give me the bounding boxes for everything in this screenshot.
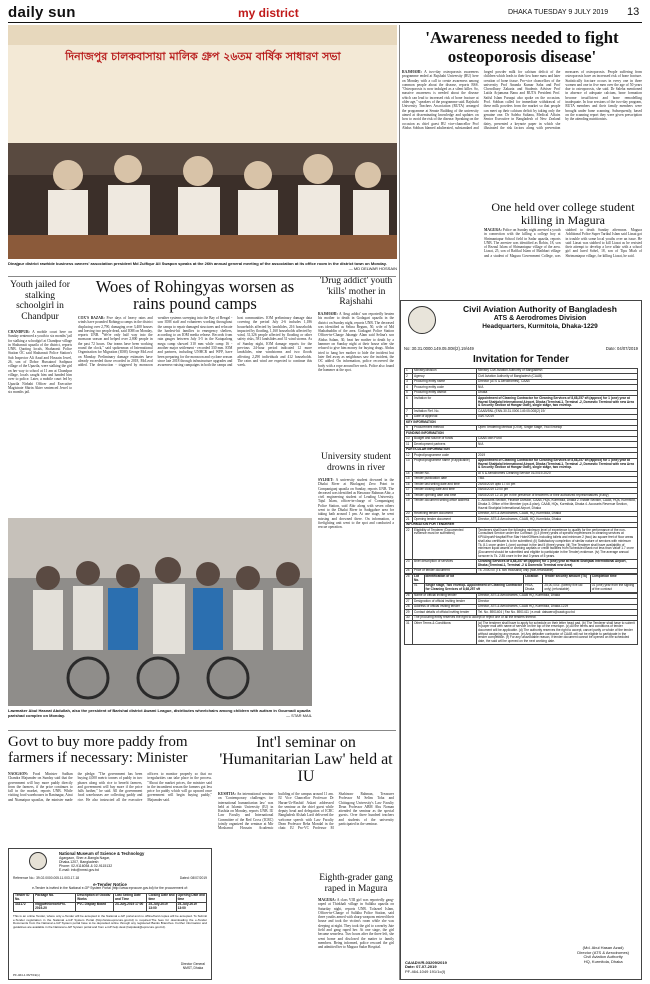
nmst-ref: Reference No.: 39.02.0000.005.11.003.17-18 <box>13 876 80 880</box>
university-drowns-text: A university student drowned in the Dhalai River at Bholaganj Zero Point in Companiganj upazila on Sunday, reports UNB. The deceased was identified as Hassnoor Rahman Abir, a civil engineering student of Leading University. Tajul Islam, officer-in-charge of Companiganj Police Station, said Abir along with seven others went to the Dhalai River in Sadqgahoe area for taking bath around 1 pm. At one stage, he went missing and drowned there. On information, a firefighting unit went to the spot and conducted a rescue operation. <box>318 478 394 530</box>
magura-killing-headline: One held over college student killing in Magura <box>491 200 635 227</box>
caab-row-label: Receiving tender document <box>413 511 477 516</box>
caab-dept: ATS & Aerodromes Division <box>493 315 587 322</box>
caab-row-value: CAAB/BNL (ENN.30.31.0000.149.05.008(2) 19/ <box>477 409 638 414</box>
caab-row-label: Name of official inviting tender <box>413 593 477 598</box>
nmst-pf: PF-464-1 06/7/19(v) <box>13 973 40 977</box>
gang-rape-headline: Eighth-grader gang raped in Magura <box>319 873 393 894</box>
nmst-org: National Museum of Science & Technology <box>59 851 145 856</box>
caab-org: Civil Aviation Authority of Bangladesh <box>463 304 617 314</box>
caab-row-value: ATS & Aerodromes Cleaning Service 01/2019-2020 <box>477 471 638 476</box>
caab-row-value: Tk. 2000.00 (Tk. two thousand) only (non-refundable) <box>477 568 638 573</box>
caab-row-no: 10 <box>405 436 413 441</box>
caab-lot-header: Completion time <box>590 574 637 583</box>
caab-row-no: 11 <box>405 442 413 447</box>
caab-row <box>405 559 638 568</box>
caab-row-no: 27 <box>405 599 413 604</box>
caab-row-value: (a) The tenderer shall have to apply for schedule on their letter head pad. (b) The Tenderer shall have to submit in paper mail with name of service on the top of the envelope. (c) All the terms and conditions of tender document will be applicable. (d) The authority reserves the right to accept, cancel partly or whole of the tender without assigning any reason. (e) Any defaulter contractor of CAAB will not be eligible to participate in the tender competition. (f) For any unavoidable reason, if tender document cannot be opened on the scheduled date, the said will be opened on the next working date. <box>477 621 638 645</box>
caab-row-label: Budget and source of funds <box>413 436 477 441</box>
magura-killing-text: Police on Sunday night arrested a youth in connection with the killing a college boy at Shrimantapur School field in Sadar upazila, reports UNB. The arrestee was identified as Robin, 18, son of Rezaul Islam of Shimantapur village of the area. Liasat, 25, son of Rafikul Islam of Mathbari village and a student of Magura Government College, was stabbed to death Sunday afternoon. Magura Additional Police Super Tarikul Islam said Liasat got in trouble with some local youths over an issue. He said Liasat was stabbed to kill Liasat as he resisted their attempt to develop a love affair with a school girl and lured Sohel, 18, son of Tipu Miah of Shrimantapur village, for killing Liasat, he said. <box>484 228 642 258</box>
caab-row-label: Date of approval <box>413 414 477 419</box>
wheelchair-caption-credit: — STAR MAIL <box>286 712 312 718</box>
caab-row-value: 03/07/2019 <box>477 414 638 419</box>
chandpur-dateline: CHANDPUR: <box>8 330 30 334</box>
osteoporosis-headline: 'Awareness needed to fight osteoporosis disease' <box>425 28 619 66</box>
caab-row-value: Appointment of Cleaning Contractor for Cleaning Services of 8,68,257 sft (approx) for 1 (one) year at Hazrat Shahjalal International Airport, Dhaka (Terminal-1, Terminal -2, Domestic Terminal with new Area & Security Section at Hangar Gate), single stage, two envelop. <box>477 458 638 471</box>
caab-row-value: Director (ATS & Aerodromes), CAAB <box>477 379 638 384</box>
nmst-table-header: Last Selling Date and Time <box>114 893 147 902</box>
caab-row-label: Project/programme name (if applicable) <box>413 458 477 471</box>
caab-tender-table <box>404 368 638 574</box>
caab-row-no: 15 <box>405 477 413 482</box>
caab-row-value: Ministry Civil Aviation Authority of Bangladesh <box>477 369 638 374</box>
page-number: 13 <box>627 6 640 18</box>
osteoporosis-body <box>402 70 642 198</box>
drug-addict-dateline: RAJSHAHI: <box>318 312 338 316</box>
caab-footer2: Date: 07-07-2019 <box>405 964 437 970</box>
caab-hq: Headquarters, Kurmitola, Dhaka-1229 <box>482 323 598 330</box>
caab-row-label: Invitation Ref. No. <box>413 409 477 414</box>
caab-row-no: 17 <box>405 488 413 493</box>
caab-row-no: 2 <box>405 374 413 379</box>
drug-addict-headline: 'Drug addict' youth 'kills' mother in Rajshahi <box>319 276 393 307</box>
nmst-tender-table <box>13 893 207 912</box>
caab-row-no: 4 <box>405 385 413 390</box>
nmst-addr3: Phone: 02-9116054 & 02-9115132 <box>59 864 113 868</box>
nmst-addr1: Agargaon, Sher-e-Bangla Nagar, <box>59 856 110 860</box>
caab-row-label: Project/programme code <box>413 453 477 458</box>
section-name: my district <box>238 6 299 20</box>
caab-row-no: 23 <box>405 559 413 568</box>
caab-lot-cell: 01 <box>413 584 425 593</box>
header-city: DHAKA <box>508 9 533 16</box>
caab-tender-notice <box>400 300 642 980</box>
column-rule <box>399 25 400 980</box>
seminar-body <box>218 792 394 872</box>
masthead <box>8 3 642 21</box>
caab-row-label: Opening tender document <box>413 517 477 522</box>
university-drowns-body <box>318 478 394 570</box>
caab-row-no: 31 <box>405 621 413 645</box>
nmst-date: Dated: 08/07/2019 <box>179 876 207 880</box>
caab-row-value: 1. Accounts Section, Finance Division, CAAB, HQs, Kurmitola, Dhaka 2. Estate Section, CAAB, HQs, Kurmitola, Dhaka 3. Office of the Member (ops & plan), CAAB, HQs, Kurmitola, Dhaka 4. Accounts Revenue Section, Hazrat Shahjalal International Airport, Dhaka <box>478 498 636 510</box>
wheelchair-photo-caption <box>8 709 312 718</box>
nmst-tender-notice <box>8 848 212 980</box>
caab-row-value: Director, ATS & Aerodromes, CAAB, HQ, Kurmitola, Dhaka <box>477 511 638 516</box>
caab-lot-table <box>404 574 638 593</box>
nmst-sign: Director General <box>180 962 205 966</box>
caab-row-value: Director, ATS & Aerodromes, CAAB HQ, Kurmitola, Dhaka <box>477 593 638 598</box>
osteoporosis-dateline: RAJSHAHI: <box>402 70 422 74</box>
caab-row-value: 24/08/2019 upto 17.00 pm <box>477 482 638 487</box>
caab-row <box>405 396 638 409</box>
agm-caption-text: Dinajpur district rawhide business owners' association president Md Zulfiqur Ali Swapon speaks at the 26th annual general meeting of the association at its office room in the district town on Monday. <box>8 261 387 266</box>
caab-row-no: 30 <box>405 615 413 620</box>
rohingya-text: Five days of heavy rains and winds have pounded Rohingya camps in the district displacing over 2,790, damaging over 3,400 houses and leaving two people dead, said IOM on Monday, reports UNB. "We're only half way into the monsoon season and helped over 2,800 people in the past 72 hours. Our teams have been working round the clock," said spokesman of International Organisation for Migration (IOM) George McLeod on Monday. Preliminary damage estimates have already exceeded those recorded in 2018, McLeod added. The destruction - triggered by monsoon weather systems sweeping into the Bay of Bengal - saw IOM staff and volunteers working throughout the camps to repair damaged structures and relocate the hardest-hit families to emergency shelters, according to an IOM media release. Records from rain gauges between July 3-5 in the Kutupalong mega camp showed 310 mm while camp 16 - another major settlement - recorded 330 mm. IOM and partners, including UNHCR and WFP, have been preparing for the monsoon and cyclone season since late 2018 through infrastructure upgrades and awareness-raising campaigns in both the camps and host communities. IOM preliminary damage data covering the period July 2-6 includes 1,186 households affected by landslides, 216 households impacted by flooding, 1,160 households affected by wind, 31,326 people affected by flooding or other safety risks, 581 landslides and 31 wind storms. As of Sunday night, IOM damage reports for the previous 24-hour period indicated 12 more landslides, nine windstorms and two floods affecting 2,290 individuals and 412 households. The rains and wind are expected to continue this week. <box>78 316 312 368</box>
caab-row-label: The procuring entity reserves the right to accept or reject one or all the tenders thereof. <box>413 615 638 620</box>
caab-row-no: 24 <box>405 568 413 573</box>
caab-row-value: Civil Aviation Authority of Bangladesh (CAAB) <box>477 374 638 379</box>
caab-row-label: Tender closing date and time <box>413 488 477 493</box>
masthead-title: daily sun <box>8 4 76 21</box>
caab-section-label: FUNDING INFORMATION <box>405 431 638 436</box>
caab-row-label: Contact details of official inviting tender <box>413 610 477 615</box>
caab-lot-cell: HSIA, Dhaka <box>524 584 543 593</box>
caab-sign-name: (Md. Abul Hasan Azad) <box>582 944 624 950</box>
caab-row-value: Dhaka <box>477 390 638 395</box>
caab-row-no: 3 <box>405 379 413 384</box>
caab-row-label: Other Terms & Conditions: <box>413 621 477 645</box>
caab-row-value: CAAB own Fund <box>477 436 638 441</box>
agm-banner-text: দিনাজপুর চালকবাসায়া মালিক গ্রুপ ২৬তম বার্ষিক সাধারণ সভা <box>65 50 341 63</box>
caab-row-value: Appointment of Cleaning Contractor for Cleaning Services of 8,68,257 sft (approx) for 1 (one) year at Hazrat Shahjalal International Airport, Dhaka (Terminal-1, Terminal -2, Domestic Terminal with new Area & Security Section at Hangar Gate), single stage, two envelop. <box>477 396 638 409</box>
caab-row-label: Tender publication date <box>413 477 477 482</box>
caab-row-value: 05/08/2019 12:15 pm in the presence of tenderers or their authorized representatives (if any) <box>477 493 638 498</box>
caab-row-label: Tender opening date and time <box>413 493 477 498</box>
magura-killing-body <box>484 228 642 294</box>
header-date: TUESDAY 9 JULY 2019 <box>534 9 609 16</box>
gang-rape-dateline: MAGURA: <box>318 898 336 902</box>
caab-row-label: Tender No. <box>413 471 477 476</box>
caab-row-no: 28 <box>405 604 413 609</box>
agm-photo-caption <box>8 262 397 271</box>
caab-sign-title1: Director (ATS & Aerodromes) <box>577 949 629 955</box>
caab-row-label: Ministry/division <box>413 369 477 374</box>
magura-killing-dateline: MAGURA: <box>484 228 502 232</box>
nmst-table-header: Closing Date and time <box>148 893 175 901</box>
caab-row-label: Tender last selling date and time <box>413 482 477 487</box>
header-rule <box>8 22 642 23</box>
caab-row-no: 6 <box>405 396 413 409</box>
caab-row-label: Address of official inviting tender <box>413 604 477 609</box>
caab-row-value: N/A <box>477 442 638 447</box>
paddy-dateline: NAOGAON: <box>8 772 28 776</box>
caab-row-no: 8 <box>405 414 413 419</box>
caab-row-no: 1 <box>405 369 413 374</box>
nmst-note: This is an online Tender, where only e-Tender will be accepted in the National e-GP portal and no offline/hard copies will be accepted. To Submit e-Tender registration in the National e-GP System Portal (http://www.eprocure.gov.bd) is required.The fees for downloading the e-Tender Documents from the National e-GP System portal have to be deposited online through any registered Banks Branches. Further information and guidelines are available in the National e-GP System portal and from e-GP help desk (helpdesk@eprocure.gov.bd). <box>13 914 207 929</box>
caab-row <box>405 498 638 511</box>
nmst-table-cell: 343172 <box>14 903 34 912</box>
caab-lot-header: Identification of lot <box>424 574 524 583</box>
caab-title: Invitation for Tender <box>473 354 569 365</box>
caab-row-no: 7 <box>405 409 413 414</box>
caab-row-value: N/A <box>477 385 638 390</box>
nmst-table-header: Tender ID No. <box>14 893 34 902</box>
seminar-text: An international seminar on 'Contemporary challenges for international humanitarian law' was held at Islamic University (IU) in Kushtia on Monday, reports UNB. IU Law Faculty and International Committee of the Red Cross (ICRC) jointly organized the seminar at Mir Mosharraf Hossain Academic building of the campus around 11 am. IU Vice Chancellor Professor Dr Harun-Ur-Rashid Askari addressed the seminar as the chief guest while deputy head and delegation of ICRC Bangladesh Alshah Larif delivered the welcome speech with Law Faculty Dean Professor Reba Mondal in the chair. IU Pro-VC Professor M Shahinoor Rahman, Treasurer Professor M Selim Toha and Chittagong University's Law Faculty Dean Professor ABM Abu Noman attended the seminar as the special guests. Over three hundred teachers and students of the university participated in the seminar. <box>218 792 394 831</box>
nmst-sign2: NMST, Dhaka <box>182 966 204 970</box>
caab-row <box>405 458 638 471</box>
nmst-logo <box>29 852 47 870</box>
chandpur-body <box>8 330 72 515</box>
caab-tender-table-2 <box>404 593 638 645</box>
agm-photo <box>8 25 397 259</box>
caab-section-label: INFORMATION FOR TENDERER <box>405 522 638 527</box>
nmst-table-header: Package No. <box>34 893 76 902</box>
wheelchair-photo-image <box>8 518 312 706</box>
caab-row-no: 20 <box>405 511 413 516</box>
caab-row-value: Open Tendering Method (OTM), Single Stage, Two Envelop <box>477 425 638 430</box>
chandpur-text: A mobile court here on Sunday sentenced a youth to six months' jail for stalking a schoolgirl at Chandpur village in Shaharasti upazila of the district, reports UNB. Quoting locals, Shaharasti Police Station OC said Shaharasti Police Station's Sub Inspector Ali Azad and Hossain Jewel, 26, son of Dobor Hussainof Sadipura village of the Upazila, were stalking the girl on her way to school at 11 am at Chandpur village, locals caught him and handed him over to police. Later, a mobile court led by Upazila Nirbahi Officer and Executive Magistrate Shirin Akter sentenced Jewel to six months jail. <box>8 330 72 395</box>
seminar-headline: Int'l seminar on 'Humanitarian Law' held at IU <box>219 734 393 785</box>
agm-caption-credit: — MD DELWAR HOSSAIN <box>348 265 397 271</box>
seminar-dateline: KUSHTIA: <box>218 792 236 796</box>
caab-ref-no: No: 30.31.0000.149.05.008(2).19/449 <box>404 346 474 351</box>
nmst-table-cell: 25-July-2019 13:00 <box>176 903 206 912</box>
caab-row-value: 05/08/2019 12:00 pm <box>477 488 638 493</box>
caab-row-no: 25 <box>405 574 413 592</box>
section-rule-1 <box>8 276 396 277</box>
caab-row-label: Procuring entity name <box>413 379 477 384</box>
university-drowns-headline: University student drowns in river <box>321 452 391 473</box>
caab-row-label: Price of tender document <box>413 568 477 573</box>
caab-row-no: 26 <box>405 593 413 598</box>
nmst-addr2: Dhaka-1207, Bangladesh <box>59 860 99 864</box>
caab-row-no: 14 <box>405 471 413 476</box>
drug-addict-text: A 'drug addict' son reportedly beaten his mother to death in Godagari upazila in the district on Sunday night, reports UNB. The deceased was identified as Selina Begum, 50, wife of Md Shahabuddin of the area. Godagari Police Station Officer-in-Charge Jahangir Alam said Selina's son Abdus Salam, 30, beat her mother to death by a hammer on Sunday night at their house after she refused to give him money for buying drugs. Abdus tried to hang her mother to hide the incident but later fled away as neighbours saw the incident, the OC added. On information, police recovered the body with a rope around her neck. Police also found the hammer at the spot. <box>318 312 394 372</box>
paddy-body <box>8 772 212 844</box>
caab-row-value: 2019 <box>477 453 638 458</box>
caab-row-value: Director, ATS & Aerodromes, CAAB HQ, Kurmitola, Dhaka-1229 <box>477 604 638 609</box>
caab-row-label: Invitation for <box>413 396 477 409</box>
caab-lot-cell: 25,00,000/- (twenty five lac only) (refundable) <box>543 584 590 593</box>
rohingya-headline: Woes of Rohingyas worsen as rains pound camps <box>95 277 295 313</box>
caab-row-no: 29 <box>405 610 413 615</box>
caab-footer1: CA/ADV/R-03209/2019 <box>405 959 447 965</box>
caab-row-no: 21 <box>405 517 413 522</box>
caab-ref-date: Date: 04/07/2019 <box>605 346 638 351</box>
caab-row-label: Agency <box>413 374 477 379</box>
wheelchair-photo <box>8 518 312 706</box>
caab-row-no: 5 <box>405 390 413 395</box>
caab-lot-cell: Single stage, Two envelop- Appointment of Cleaning Contractor for Cleaning Services of 8,68,257 sft <box>425 583 523 592</box>
university-drowns-dateline: SYLHET: <box>318 478 334 482</box>
caab-row-label: Brief description of services <box>413 559 477 568</box>
caab-section-label: KEY INFORMATION <box>405 420 638 425</box>
caab-row-label: Designation of official inviting tender <box>413 599 477 604</box>
caab-row-value: Tenderers shall have the following minimum level of experience to qualify for the performance of the non- Consultant Service under the Contract: (i) 3 (three) years of specific experiences in cleaning services at KPI/Airport/Hospital/Five Star Hotel/Offices including toilets and minimum 2 (two) lac square feet of floor areas shall also certificate is to be submitted; (ii) Satisfactory completion of similar nature of services with minimum Tk. 8.1 crore under 1 (one) contract in the last 5 (three) years; (iii) The Tenderer shall have availability of minimum liquid assets or working capitals or credit facilities from Scheduled Bank not less than Value 1.7 crore (Document should be submitted and eligible to participate in the Tender) evidence. (iv) The average annual turnover is Tk. 2.85 crore in the last 3 years of 5 years. <box>477 528 638 559</box>
caab-row-label: Procurement method <box>413 425 477 430</box>
caab-row-value: Director, ATS & Aerodromes, CAAB, HQ, Kurmitola, Dhaka <box>477 517 638 522</box>
section-rule-2 <box>8 730 396 731</box>
drug-addict-body <box>318 312 394 450</box>
caab-row-no: 19 <box>405 498 413 511</box>
paddy-headline: Govt to buy more paddy from farmers if necessary: Minister <box>8 734 188 766</box>
caab-row-value: Tel. No. 8901404 | Fax No. 8901411 | e-mail: datsaero@caab.gov.bd <box>477 610 638 615</box>
nmst-table-cell: PVC Display Board <box>76 903 114 912</box>
caab-lot-header: Tender security amount (Tk) <box>543 574 590 583</box>
wheelchair-caption-text: Lawmaker Abul Hasnat Abdullah, also the president of Barishal district Awami League, distributes wheelchairs among children with autism in Gournadi upazila parishad complex on Monday. <box>8 708 311 718</box>
caab-sign-title3: HQ, Kurmitola, Dhaka <box>583 959 623 965</box>
caab-row <box>405 528 638 559</box>
caab-lot-header: Lot No. <box>413 574 425 583</box>
rohingya-dateline: COX'S BAZAR: <box>78 316 105 320</box>
gang-rape-body <box>318 898 394 980</box>
rohingya-body <box>78 316 312 512</box>
caab-row <box>405 621 638 645</box>
caab-row-label: Tender document selling office address <box>413 498 477 511</box>
caab-row-no: 12 <box>405 453 413 458</box>
gang-rape-text: A class VIII girl was reportedly gang-raped at Thirkhali village in Salikha upazila on Saturday night, reports UNB. Tofazzel Islam, Officer-in-Charge of Salikha Police Station, said three youths armed with sharp weapons entered their house and took the victim's room while she was sleeping at night. They took the girl to a nearby Jute field and gang raped her. At one stage, the girl became senseless. Two hours after the three left, she went home and disclosed the matter to family members. Being informed, police rescued the girl and admitted her to Magura Sadar Hospital. <box>318 898 394 950</box>
caab-row-no: 22 <box>405 528 413 559</box>
caab-lot-header: Location <box>524 574 543 583</box>
nmst-table-cell: nbgpwhhkexcekFhi- 2019-20 <box>34 903 76 912</box>
paddy-text: Food Minister Sadhan Chandra Majumder on Sunday said that the government will buy more paddy directly from the farmers, if the price continues to fall in the market, reports UNB. While visiting food warehouses in Raninagar, Atrai and Niamatpur upazilas, the minister made the pledge. "The government has been buying 4,000 metric tonnes of paddy in two phases along with rice to benefit farmers, and government will buy more if the price falls further," he said. All the government food warehouses are collecting paddy and rice. He also instructed all the executive officers to monitor properly so that no irregularities can take place in the process. "About the market prices, the minister said in the incumbent season the farmers got less price for paddy which will go upward once government will begin buying paddy," Majumder said. <box>8 772 212 802</box>
caab-row-no: 9 <box>405 425 413 430</box>
caab-row-value: Director <box>477 599 638 604</box>
caab-sign-title2: Civil Aviation Authority <box>583 954 623 960</box>
osteoporosis-text: A two-day osteoporosis awareness programme ended at Rajshahi University (RU) here on Monday with a call to create awareness among common people about the disease, reports BSS. "Osteoporosis is now indulged as a silent killer. So, massive awareness is needed about the disease which can lead to increased risk of bone fracture at older age," speakers of the programme said. Rajshahi University Teachers Association (RUTA) arranged the programme at Senate Building of the university aimed at disseminating knowledge and updates on how to avoid the risk of the disease. Speaking on the occasion as chief guest RU vice-chancellor Prof Abdus Sobhan blamed adulterated, substandard and forged powder milk for calcium deficit of the children which leads to their low bone mass and later creation of bone tissue. Pro-vice chancellors of the university Prof Ananda Kumar Saha and Prof Chowdhury Zakaria and Students Adviser Prof Latifa Arjumana Banu and RUTA President Prof. Saiful Islam Faruqui also spoke on the occasion. Prof. Sobhan called for immediate withdrawal of these milk powders from the market so that people can meet up their calcium deficit by taking only the genuine one. Dr Saleha Sultana, Medical Affairs Senior Executive in Bangladesh of New Zealand dairy, presented a keynote paper in which she illustrated the risk factors along with prevention measures of osteoporosis. People suffering from osteoporosis have an increased risk of bone fracture. Statistically fracture occurs in every one in three women and one in five men over the age of 50 years due to osteoporosis, she said. Dr Saleha mentioned in absence of adequate calcium, bone formation become insufficient and bone remodelling inadequate. In four sessions of the two-day program, RUTA members and their family members were brought under bone scanning. Subsequently, based on the scanning report they were given prescription by the attending nutritionists. <box>402 70 642 130</box>
caab-row-no: 18 <box>405 493 413 498</box>
nmst-table-header: Description of Goods/ Works <box>76 893 114 902</box>
nmst-table-header: Opening Date and time <box>177 893 205 901</box>
nmst-title: e-Tender Notice <box>93 882 127 887</box>
caab-row-no: 16 <box>405 482 413 487</box>
chandpur-headline: Youth jailed for stalking schoolgirl in Chandpur <box>10 280 70 322</box>
caab-section-label: PARTICULAR INFORMATION <box>405 447 638 452</box>
nmst-table-cell: 25-July-2019 13:00 <box>147 903 176 912</box>
caab-row-value: Cleaning Services of 8,68,257 sft (approx) for 1 (one) year at Hazrat Shahjalal International Airport, Dhaka (Terminal-1, Terminal -2 & Domestic Terminal new Area) <box>477 559 638 568</box>
caab-row-label: Development partners <box>413 442 477 447</box>
nmst-intro: e-Tender is invited in the National e-GP System Portal (http://www.eprocure.gov.bd) for the procurement of: <box>32 886 188 890</box>
caab-row-label: Procuring entity district <box>413 390 477 395</box>
caab-row-label: Procuring entity code <box>413 385 477 390</box>
caab-footer3: PF-464-1049 191/1c(I) <box>405 969 446 975</box>
nmst-addr4: E-mail: info@nmst.gov.bd <box>59 868 99 872</box>
caab-row-value: TBA <box>477 477 638 482</box>
caab-row-label: Eligibility of Tenderer (Documented evidence must be submitted) <box>413 528 477 559</box>
caab-logo <box>408 306 436 334</box>
caab-row-no: 13 <box>405 458 413 471</box>
caab-lot-cell: 01 (one) year from the signing of the contract <box>590 584 637 593</box>
nmst-table-cell: 24-July-2019 17:00 <box>114 903 147 912</box>
